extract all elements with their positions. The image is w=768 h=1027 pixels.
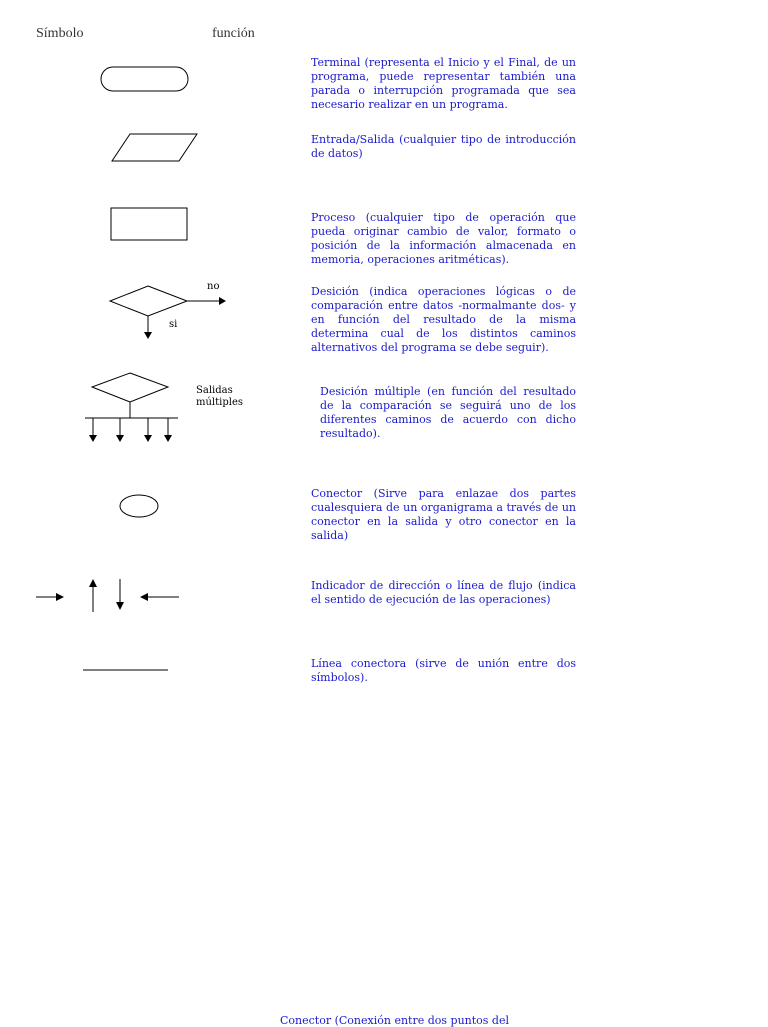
flow-line-symbols	[36, 579, 179, 612]
input-output-description: Entrada/Salida (cualquier tipo de introducción de datos)	[311, 133, 576, 160]
footer-connector-text: Conector (Conexión entre dos puntos del	[280, 1014, 509, 1027]
process-description: Proceso (cualquier tipo de operación que pueda originar cambio de valor, formato o posición de la información almacenada en memoria, operaciones aritméticas).	[311, 211, 576, 266]
flow-line-description: Indicador de dirección o línea de flujo (indica el sentido de ejecución de las operaciones)	[311, 579, 576, 606]
multiple-decision-description: Desición múltiple (en función del resultado de la comparación se seguirá uno de los diferentes caminos de acuerdo con dicho resultado).	[320, 385, 576, 440]
process-symbol	[111, 208, 187, 240]
input-output-symbol	[112, 134, 197, 161]
header-symbol: Símbolo	[36, 26, 84, 41]
terminal-description: Terminal (representa el Inicio y el Final, de un programa, puede representar también una parada o interrupción programada que sea necesario realizar en un programa.	[311, 56, 576, 111]
connector-symbol	[120, 495, 158, 517]
multiple-label-line1: Salidas	[196, 385, 233, 396]
decision-label-no: no	[207, 281, 220, 292]
decision-symbol	[110, 286, 226, 339]
connector-description: Conector (Sirve para enlazae dos partes cualesquiera de un organigrama a través de un conector en la salida y otro conector en la salida)	[311, 487, 576, 542]
terminal-symbol	[101, 67, 188, 91]
header-function: función	[212, 26, 255, 41]
decision-label-si: si	[169, 319, 178, 330]
multiple-label-line2: múltiples	[196, 397, 243, 408]
multiple-decision-symbol	[85, 373, 178, 442]
connecting-line-description: Línea conectora (sirve de unión entre dos símbolos).	[311, 657, 576, 684]
decision-description: Desición (indica operaciones lógicas o de comparación entre datos -normalmante dos- y en función del resultado de la misma determina cual de los distintos caminos alternativos del programa se debe seguir).	[311, 285, 576, 354]
